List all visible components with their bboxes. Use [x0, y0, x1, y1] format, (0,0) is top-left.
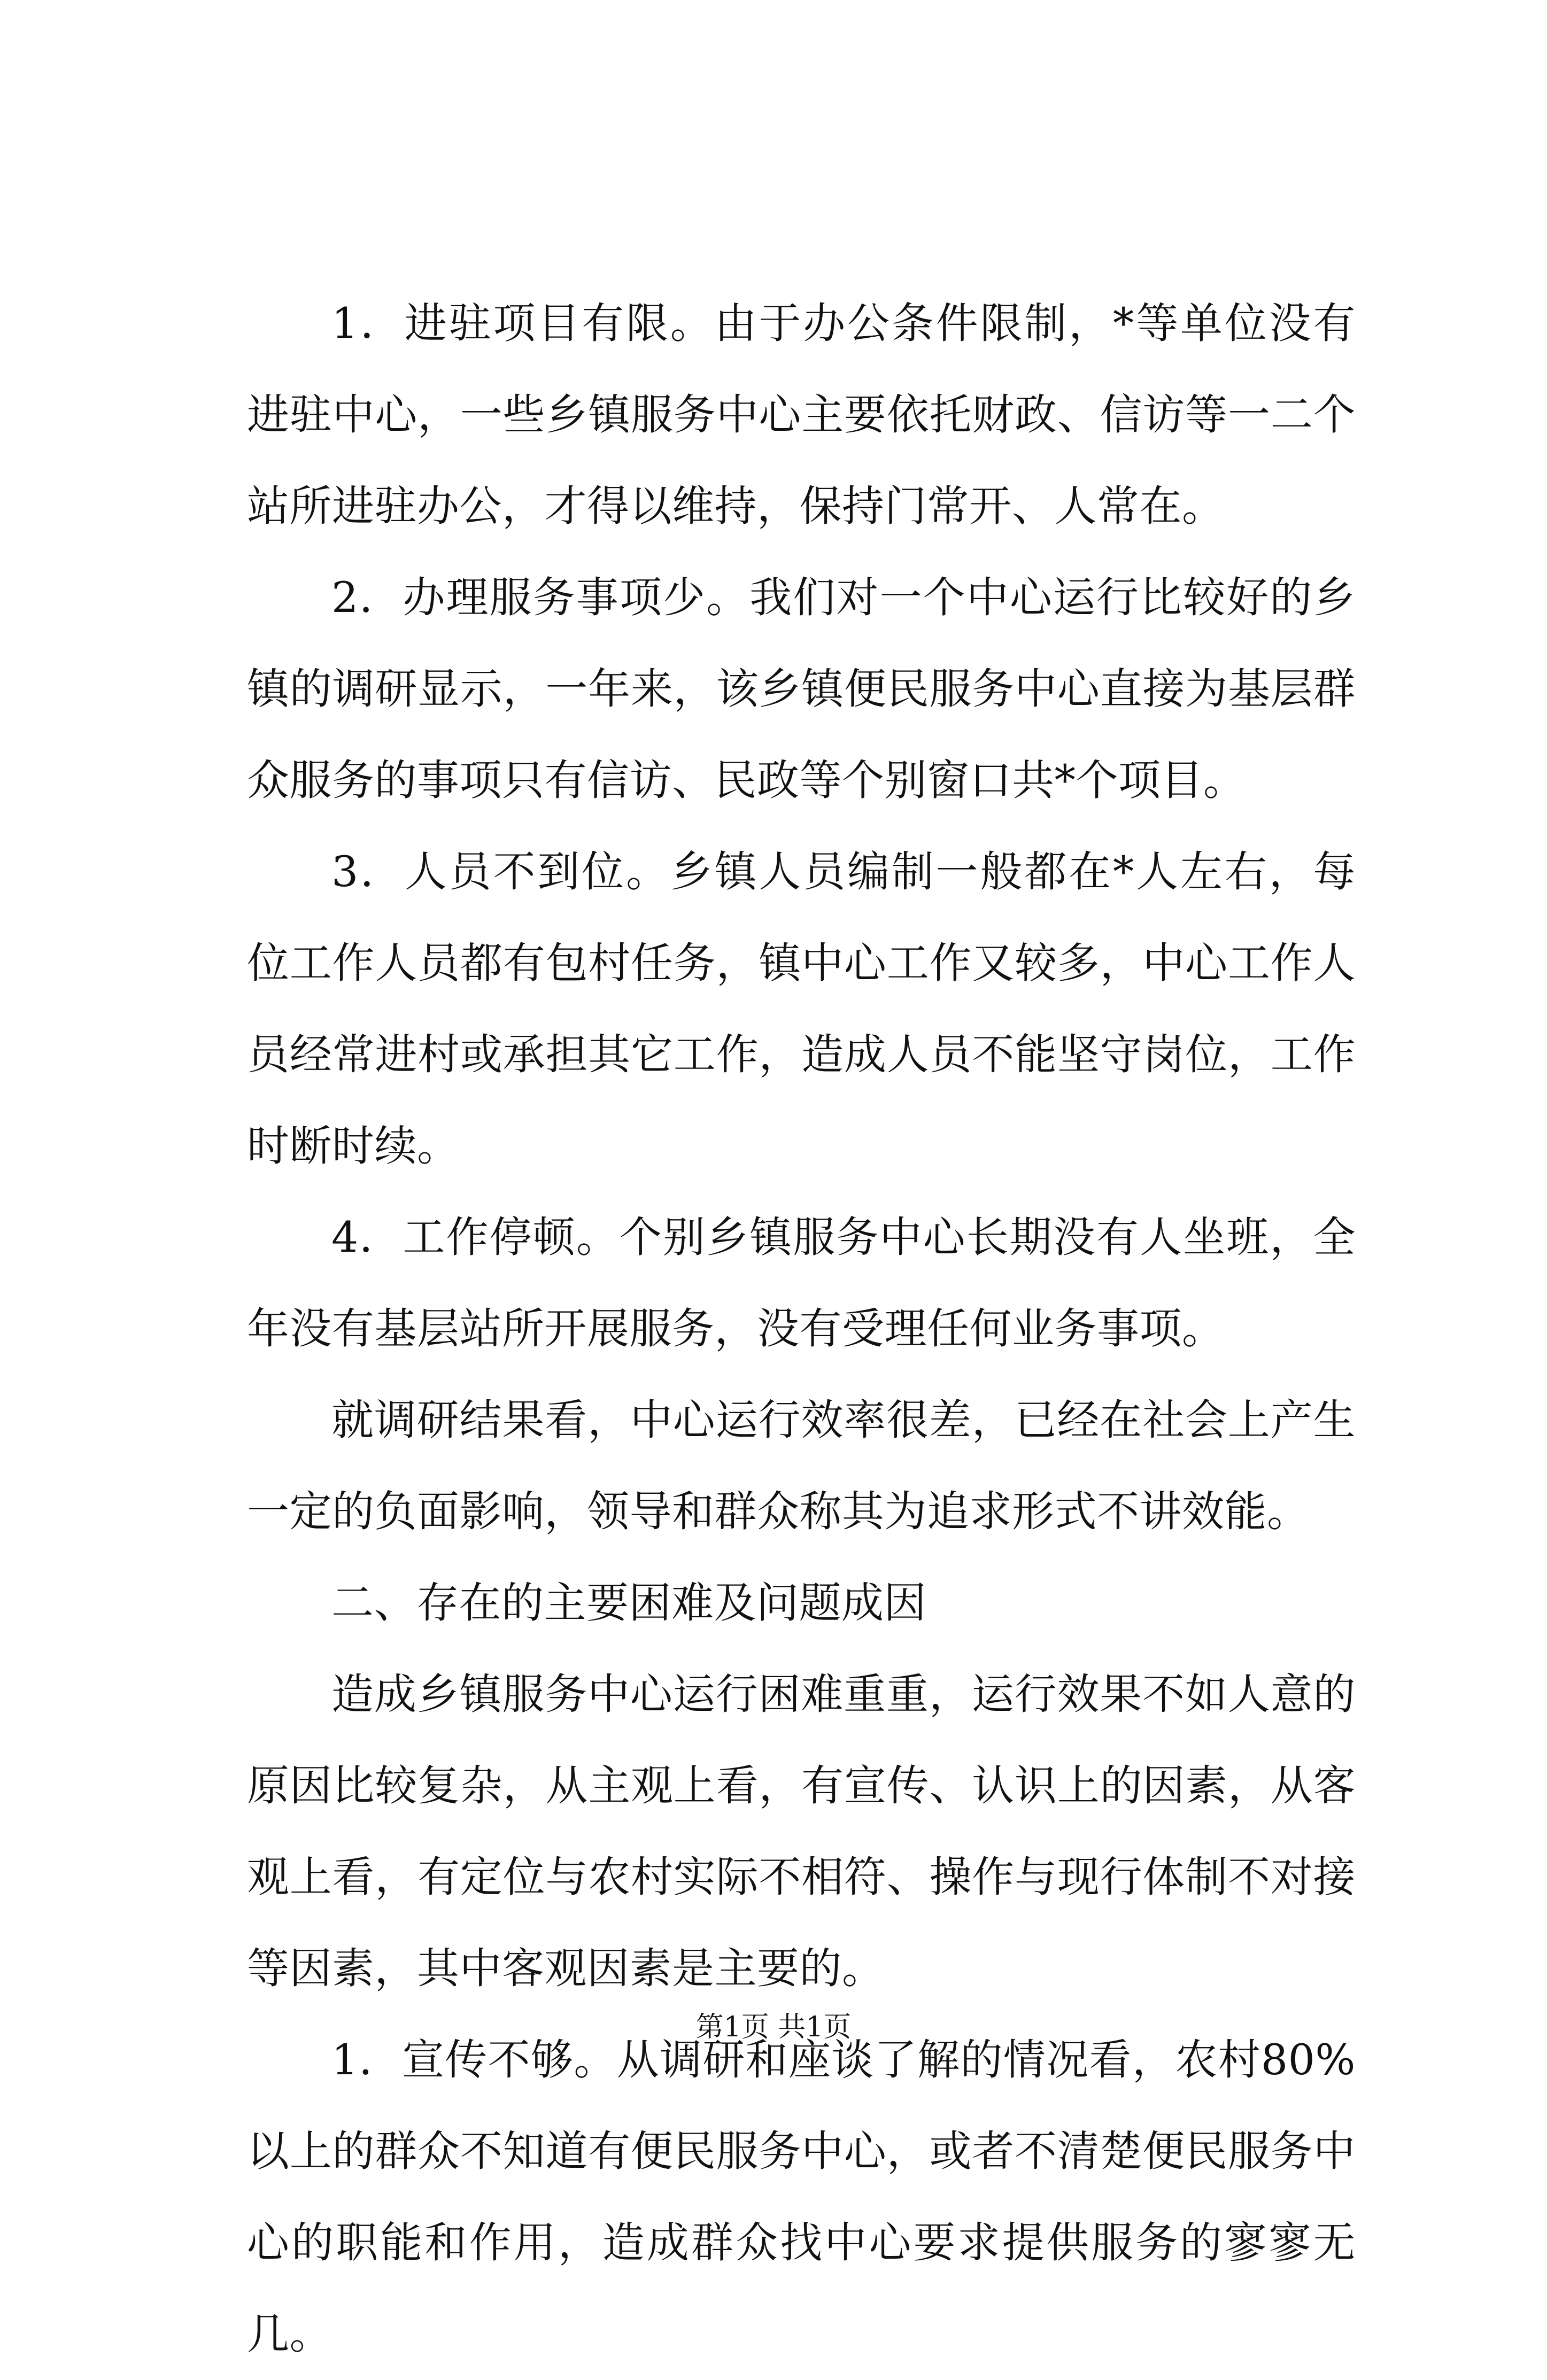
document-body — [247, 278, 1356, 2380]
paragraph-entry-project-limited: 1．进驻项目有限。由于办公条件限制，*等单位没有进驻中心，一些乡镇服务中心主要依托财政、信访等一二个站所进驻办公，才得以维持，保持门常开、人常在。 — [247, 299, 1356, 531]
paragraph-staff-not-in-place: 3．人员不到位。乡镇人员编制一般都在*人左右，每位工作人员都有包村任务，镇中心工作又较多，中心工作人员经常进村或承担其它工作，造成人员不能坚守岗位，工作时断时续。 — [247, 847, 1356, 1170]
paragraph-research-conclusion: 就调研结果看，中心运行效率很差，已经在社会上产生一定的负面影响，领导和群众称其为追求形式不讲效能。 — [247, 1396, 1356, 1536]
paragraph-insufficient-publicity: 1．宣传不够。从调研和座谈了解的情况看，农村80%以上的群众不知道有便民服务中心，或者不清楚便民服务中心的职能和作用，造成群众找中心要求提供服务的寥寥无几。 — [247, 2035, 1356, 2359]
paragraph-cause-overview: 造成乡镇服务中心运行困难重重，运行效果不如人意的原因比较复杂，从主观上看，有宣传、认识上的因素，从客观上看，有定位与农村实际不相符、操作与现行体制不对接等因素，其中客观因素是主要的。 — [247, 1670, 1356, 1993]
page-number-footer: 第1页 共1页 — [695, 2011, 852, 2043]
paragraph-work-stopped: 4．工作停顿。个别乡镇服务中心长期没有人坐班，全年没有基层站所开展服务，没有受理任何业务事项。 — [247, 1213, 1356, 1353]
paragraph-few-service-items: 2．办理服务事项少。我们对一个中心运行比较好的乡镇的调研显示，一年来，该乡镇便民服务中心直接为基层群众服务的事项只有信访、民政等个别窗口共*个项目。 — [247, 573, 1356, 805]
section-heading-difficulties: 二、存在的主要困难及问题成因 — [331, 1578, 926, 1627]
